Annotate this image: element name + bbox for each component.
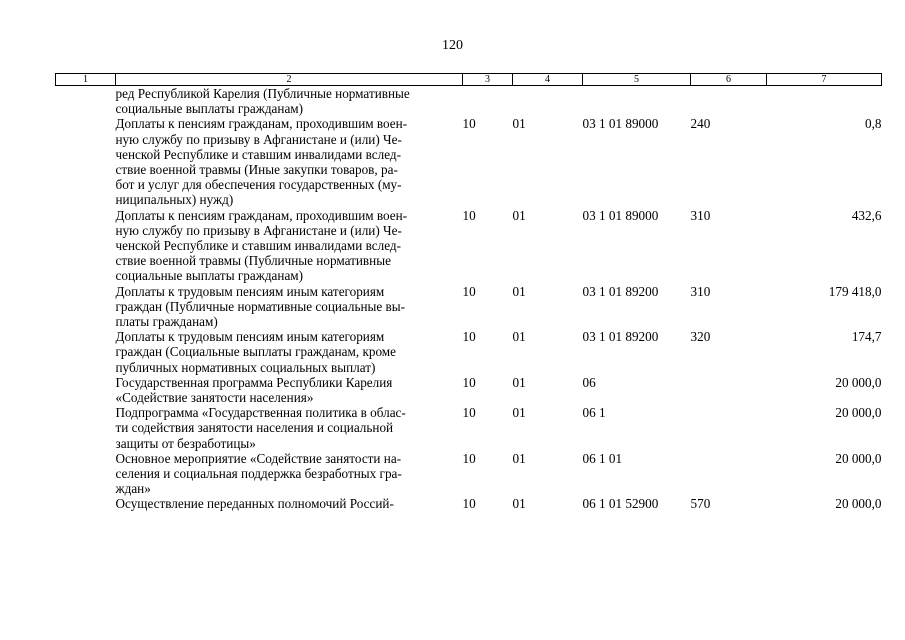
item-name-line: социальные выплаты гражданам) [115, 101, 304, 117]
item-name-line: селения и социальная поддержка безработных гра- [115, 466, 402, 482]
empty-cell [56, 86, 116, 117]
empty-cell [56, 496, 116, 511]
item-name-line: ствие военной травмы (Иные закупки товаров, ра- [115, 162, 398, 178]
target-code: 03 1 01 89000 [582, 116, 659, 132]
section-code: 10 [462, 374, 476, 390]
empty-cell [56, 284, 116, 330]
empty-cell [56, 405, 116, 451]
expense-type-code: 310 [690, 283, 711, 299]
amount: 432,6 [851, 207, 882, 223]
column-number: 7 [767, 74, 882, 86]
table-row [56, 375, 882, 405]
amount: 20 000,0 [835, 496, 882, 512]
subsection-code [513, 86, 583, 117]
item-name-line: Доплаты к трудовым пенсиям иным категориям [115, 329, 385, 345]
item-name-line: ред Республикой Карелия (Публичные нормативные [115, 86, 410, 101]
section-code: 10 [462, 496, 476, 512]
item-name-line: ниципальных) нужд) [115, 192, 234, 208]
item-name-line: ченской Республике и ставшим инвалидами вслед- [115, 238, 401, 254]
expense-type-code: 320 [690, 329, 711, 345]
table-row [56, 86, 882, 117]
subsection-code: 01 [512, 374, 526, 390]
item-name [116, 116, 463, 207]
column-number: 4 [513, 74, 583, 86]
item-name-line: ную службу по призыву в Афганистане и (или) Че- [115, 222, 402, 238]
expense-type-code [691, 375, 767, 405]
item-name-line: «Содействие занятости населения» [115, 390, 314, 406]
target-code [583, 86, 691, 117]
expense-type-code [691, 405, 767, 451]
section-code [463, 86, 513, 117]
section-code: 10 [462, 450, 476, 466]
section-code: 10 [462, 405, 476, 421]
item-name [116, 329, 463, 375]
amount: 20 000,0 [835, 450, 882, 466]
target-code: 03 1 01 89200 [582, 283, 659, 299]
amount: 174,7 [851, 329, 882, 345]
amount: 179 418,0 [828, 283, 882, 299]
subsection-code: 01 [512, 496, 526, 512]
subsection-code: 01 [512, 116, 526, 132]
item-name-line: граждан (Публичные нормативные социальные вы- [115, 298, 406, 314]
section-code: 10 [462, 283, 476, 299]
amount: 0,8 [865, 116, 882, 132]
item-name-line: защиты от безработицы» [115, 435, 256, 451]
expense-type-code: 310 [690, 207, 711, 223]
subsection-code: 01 [512, 283, 526, 299]
table-row [56, 116, 882, 207]
column-number-row [56, 74, 882, 86]
item-name-line: платы гражданам) [115, 314, 218, 330]
item-name [116, 451, 463, 497]
table-row [56, 329, 882, 375]
target-code: 06 1 01 52900 [582, 496, 659, 512]
table-row [56, 405, 882, 451]
column-number: 3 [463, 74, 513, 86]
expense-type-code: 240 [690, 116, 711, 132]
column-number: 2 [116, 74, 463, 86]
empty-cell [56, 208, 116, 284]
subsection-code: 01 [512, 405, 526, 421]
amount [767, 86, 882, 117]
item-name-line: ную службу по призыву в Афганистане и (или) Че- [115, 131, 402, 147]
target-code: 06 1 [582, 405, 606, 421]
empty-cell [56, 329, 116, 375]
target-code: 06 [582, 374, 596, 390]
target-code: 03 1 01 89200 [582, 329, 659, 345]
item-name-line: публичных нормативных социальных выплат) [115, 359, 376, 375]
table-row [56, 208, 882, 284]
amount: 20 000,0 [835, 405, 882, 421]
item-name [116, 496, 463, 511]
table-row [56, 451, 882, 497]
item-name-line: Основное мероприятие «Содействие занятости на- [115, 450, 402, 466]
table-row [56, 496, 882, 511]
item-name-line: Доплаты к трудовым пенсиям иным категориям [115, 283, 385, 299]
empty-cell [56, 451, 116, 497]
item-name [116, 208, 463, 284]
subsection-code: 01 [512, 207, 526, 223]
item-name-line: ждан» [115, 481, 151, 497]
target-code: 03 1 01 89000 [582, 207, 659, 223]
item-name-line: граждан (Социальные выплаты гражданам, кроме [115, 344, 396, 360]
item-name-line: Подпрограмма «Государственная политика в облас- [115, 405, 406, 421]
item-name [116, 86, 463, 117]
item-name-line: ти содействия занятости населения и социальной [115, 420, 394, 436]
item-name [116, 284, 463, 330]
empty-cell [56, 116, 116, 207]
item-name-line: ствие военной травмы (Публичные нормативные [115, 253, 391, 269]
item-name-line: Осуществление переданных полномочий Россий- [115, 496, 394, 512]
section-code: 10 [462, 329, 476, 345]
column-number: 6 [691, 74, 767, 86]
item-name-line: Доплаты к пенсиям гражданам, проходившим воен- [115, 116, 408, 132]
expense-type-code [691, 451, 767, 497]
table-row [56, 284, 882, 330]
subsection-code: 01 [512, 329, 526, 345]
expense-type-code [691, 86, 767, 117]
item-name-line: социальные выплаты гражданам) [115, 268, 304, 284]
column-number: 5 [583, 74, 691, 86]
target-code: 06 1 01 [582, 450, 623, 466]
subsection-code: 01 [512, 450, 526, 466]
section-code: 10 [462, 207, 476, 223]
item-name-line: Государственная программа Республики Карелия [115, 374, 393, 390]
empty-cell [56, 375, 116, 405]
item-name [116, 375, 463, 405]
budget-table [55, 73, 882, 512]
item-name-line: ченской Республике и ставшим инвалидами вслед- [115, 146, 401, 162]
item-name-line: бот и услуг для обеспечения государственных (му- [115, 177, 402, 193]
expense-type-code: 570 [690, 496, 711, 512]
amount: 20 000,0 [835, 374, 882, 390]
page-number: 120 [442, 38, 463, 53]
section-code: 10 [462, 116, 476, 132]
column-number: 1 [56, 74, 116, 86]
item-name [116, 405, 463, 451]
item-name-line: Доплаты к пенсиям гражданам, проходившим воен- [115, 207, 408, 223]
